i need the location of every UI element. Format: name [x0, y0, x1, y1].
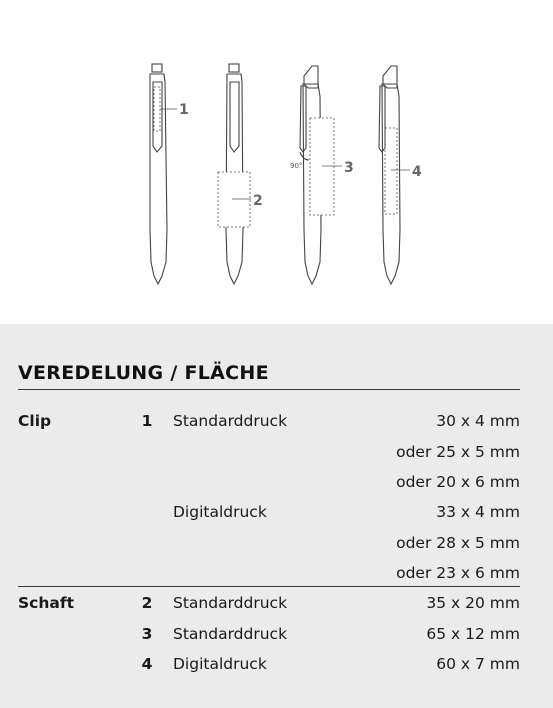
size-value: oder 23 x 6 mm: [396, 564, 520, 582]
area-number-4: 4: [141, 655, 153, 673]
method-standarddruck: Standarddruck: [173, 594, 288, 612]
method-standarddruck: Standarddruck: [173, 412, 288, 430]
print-area-2: [218, 172, 250, 227]
size-value: 60 x 7 mm: [436, 655, 520, 673]
category-schaft: Schaft: [18, 594, 74, 612]
callout-2: 2: [253, 193, 263, 209]
print-area-3: [310, 118, 334, 215]
print-area-4: [385, 128, 397, 214]
pen-illustration: [0, 0, 553, 324]
callout-3: 3: [344, 160, 354, 176]
table-heading: VEREDELUNG / FLÄCHE: [18, 362, 269, 384]
group-rule: [18, 586, 520, 587]
size-value: 30 x 4 mm: [436, 412, 520, 430]
size-value: 35 x 20 mm: [426, 594, 520, 612]
size-value: 65 x 12 mm: [426, 625, 520, 643]
callout-1: 1: [179, 102, 189, 118]
method-digitaldruck: Digitaldruck: [173, 503, 267, 521]
area-number-3: 3: [141, 625, 153, 643]
pen-front-shaft: [218, 64, 263, 284]
callout-4: 4: [412, 164, 422, 180]
area-number-2: 2: [141, 594, 153, 612]
size-value: 33 x 4 mm: [436, 503, 520, 521]
method-standarddruck: Standarddruck: [173, 625, 288, 643]
category-clip: Clip: [18, 412, 52, 430]
angle-label: 90°: [290, 162, 303, 170]
heading-rule: [18, 389, 520, 390]
pen-side-narrow: [379, 66, 422, 284]
method-digitaldruck: Digitaldruck: [173, 655, 267, 673]
print-area-1: [154, 87, 160, 131]
area-number-1: 1: [141, 412, 153, 430]
pen-front-clip: [150, 64, 189, 284]
pen-drawings: [0, 0, 553, 324]
finishing-table-panel: [0, 324, 553, 708]
size-value: oder 25 x 5 mm: [396, 443, 520, 461]
size-value: oder 28 x 5 mm: [396, 534, 520, 552]
size-value: oder 20 x 6 mm: [396, 473, 520, 491]
pen-side-shaft: [290, 66, 354, 284]
